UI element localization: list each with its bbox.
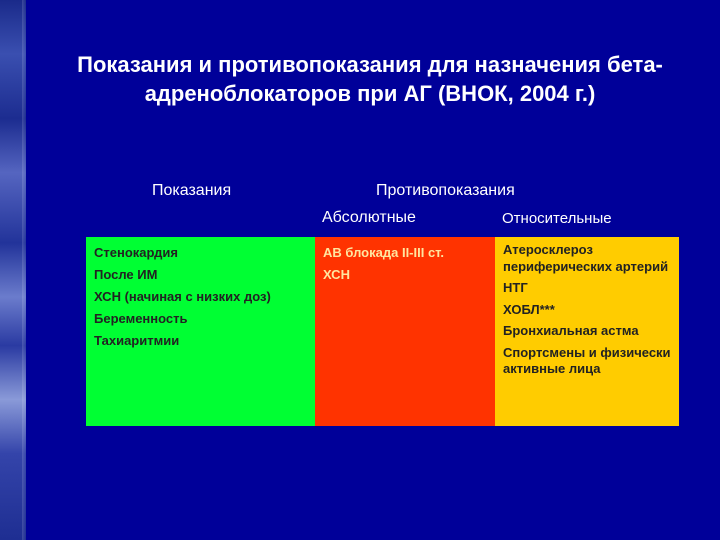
absolute-contraindications-box — [315, 237, 495, 426]
absolute-contraindication-item: ХСН — [323, 267, 350, 282]
indication-item: Беременность — [94, 311, 188, 326]
absolute-contraindication-item: АВ блокада II-III ст. — [323, 245, 445, 260]
indication-item: ХСН (начиная с низких доз) — [94, 289, 271, 304]
relative-header: Относительные — [502, 210, 612, 227]
absolute-header: Абсолютные — [322, 209, 416, 226]
relative-contraindication-item: НТГ — [503, 280, 528, 295]
indication-item: Тахиаритмии — [94, 333, 180, 348]
relative-contraindication-item: Атеросклероз периферических артерий — [503, 242, 669, 274]
indication-item: Стенокардия — [94, 245, 178, 260]
relative-contraindication-item: ХОБЛ*** — [503, 301, 555, 317]
relative-contraindication-item: Спортсмены и физически активные лица — [503, 344, 671, 376]
relative-contraindications-box — [495, 237, 679, 426]
contraindications-header: Противопоказания — [376, 182, 515, 199]
indications-box — [86, 237, 315, 426]
indication-item: После ИМ — [94, 267, 158, 282]
decorative-side-strip — [0, 0, 26, 540]
indications-header: Показания — [152, 182, 232, 199]
slide-title: Показания и противопоказания для назначения бета-адреноблокаторов при АГ (ВНОК, 2004 г.) — [77, 52, 663, 106]
relative-contraindication-item: Бронхиальная астма — [503, 323, 639, 338]
